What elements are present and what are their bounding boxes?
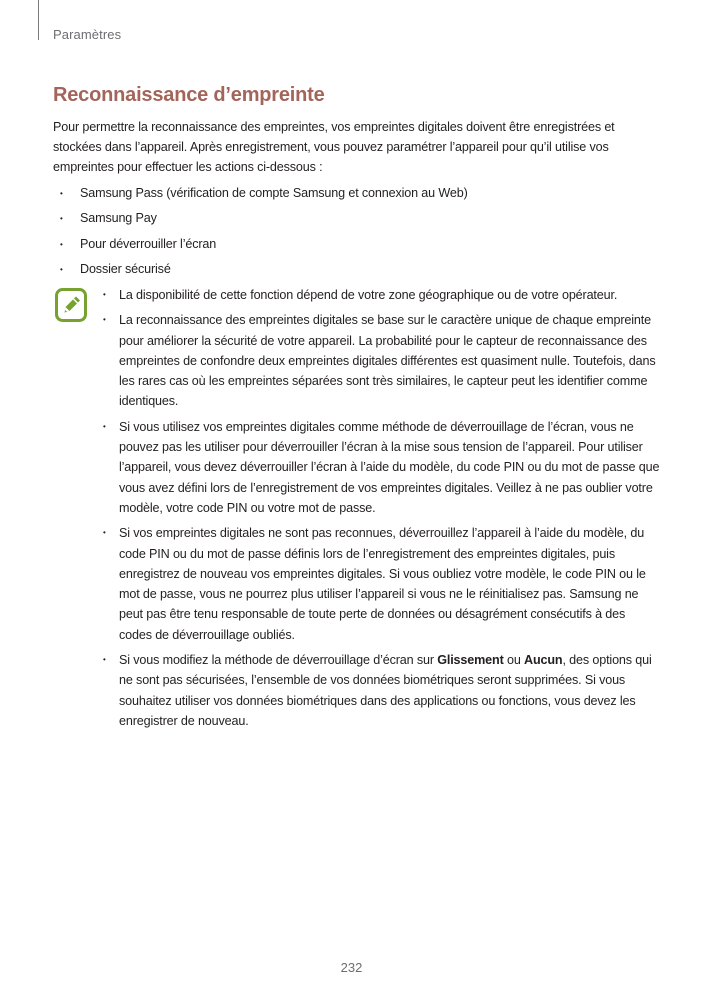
note-item-availability: • La disponibilité de cette fonction dépend de votre zone géographique ou de votre opérateur. [100, 285, 660, 305]
feature-item-secure-folder: • Dossier sécurisé [53, 257, 468, 282]
feature-item-unlock-screen: • Pour déverrouiller l’écran [53, 232, 468, 257]
margin-rule [38, 0, 39, 40]
intro-paragraph: Pour permettre la reconnaissance des empreintes, vos empreintes digitales doivent être enregistrées et stockées dans l’appareil. Après enregistrement, vous pouvez paramétrer l’appareil pour qu’il utilise vos empreintes pour effectuer les actions ci-dessous : [53, 120, 615, 175]
option-swipe-label: Glissement [437, 653, 504, 668]
note-item-power-on-unlock: • Si vous utilisez vos empreintes digitales comme méthode de déverrouillage de l’écran, vous ne pouvez pas les utiliser pour déverrouiller l’écran à la mise sous tension de l’appareil. Pour utiliser l’appareil, vous devez déverrouiller l’écran à l’aide du modèle, du code PIN ou du mot de passe que vous avez défini lors de l’enregistrement de vos empreintes digitales. Veillez à ne pas oublier votre modèle, votre code PIN ou votre mot de passe. [100, 417, 660, 518]
page-title: Reconnaissance d’empreinte [53, 84, 325, 106]
note-text-before: Si vous modifiez la méthode de déverrouillage d’écran sur [119, 653, 438, 668]
note-item-not-recognized: • Si vos empreintes digitales ne sont pas reconnues, déverrouillez l’appareil à l’aide du modèle, du code PIN ou du mot de passe définis lors de l’enregistrement des empreintes digitales, puis enregistrez de nouveau vos empreintes digitales. Si vous oubliez votre modèle, le code PIN ou le mot de passe, vous ne pourrez plus utiliser l’appareil si vous ne le réinitialisez pas. Samsung ne peut pas être tenu responsable de toute perte de données ou désagrément consécutifs à des codes de déverrouillage oubliés. [100, 523, 660, 645]
feature-list [53, 181, 468, 282]
feature-item-samsung-pass: • Samsung Pass (vérification de compte Samsung et connexion au Web) [53, 181, 468, 206]
note-text-conjunction: ou [503, 653, 525, 668]
feature-item-samsung-pay: • Samsung Pay [53, 206, 468, 231]
page-number: 232 [340, 960, 363, 975]
note-list [100, 285, 660, 736]
note-item-unsecure-method [100, 650, 660, 731]
note-pencil-icon [55, 288, 87, 322]
running-header: Paramètres [53, 27, 122, 42]
option-none-label: Aucun [524, 653, 563, 668]
note-text-after: , des options qui ne sont pas sécurisées, l’ensemble de vos données biométriques seront supprimées. Si vous souhaitez utiliser vos données biométriques dans des applications ou fonctions, vous devez les enregistrer de nouveau. [119, 653, 652, 728]
note-item-uniqueness: • La reconnaissance des empreintes digitales se base sur le caractère unique de chaque empreinte pour améliorer la sécurité de votre appareil. La probabilité pour le capteur de reconnaissance des empreintes de confondre deux empreintes digitales différentes est quasiment nulle. Toutefois, dans les rares cas où les empreintes séparées sont très similaires, le capteur peut les identifier comme identiques. [100, 310, 660, 411]
